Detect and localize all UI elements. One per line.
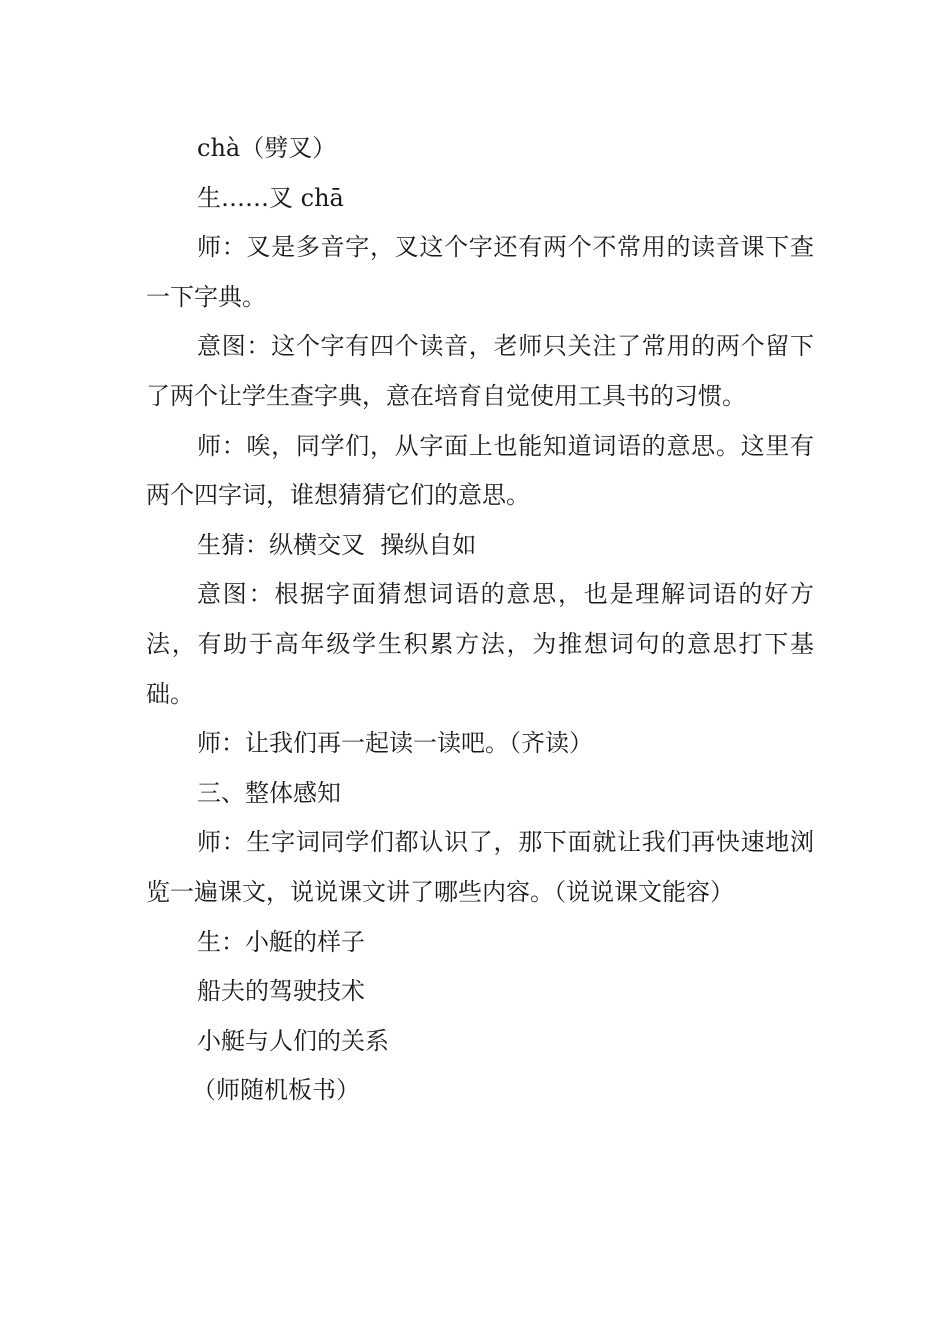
document-body xyxy=(146,124,814,1116)
paragraph-blackboard-note: （师随机板书） xyxy=(192,1076,360,1105)
paragraph-intent-guess: 意图：根据字面猜想词语的意思，也是理解词语的好方法，有助于高年级学生积累方法，为推想词句的意思打下基础。 xyxy=(146,580,814,708)
paragraph-student-cha1: 生……叉 chā xyxy=(197,183,344,212)
paragraph-student-guess: 生猜：纵横交叉 操纵自如 xyxy=(197,530,477,559)
section-heading-overview: 三、整体感知 xyxy=(197,778,341,807)
paragraph-teacher-read: 师：让我们再一起读一读吧。（齐读） xyxy=(197,729,593,758)
paragraph-intent-dictionary: 意图：这个字有四个读音，老师只关注了常用的两个留下了两个让学生查字典，意在培育自觉使用工具书的习惯。 xyxy=(146,332,814,410)
paragraph-teacher-guess: 师：唉，同学们，从字面上也能知道词语的意思。这里有两个四字词，谁想猜猜它们的意思。 xyxy=(146,431,814,510)
paragraph-pinyin-cha4: chà（劈叉） xyxy=(197,134,337,162)
paragraph-teacher-polyphone: 师：叉是多音字，叉这个字还有两个不常用的读音课下查一下字典。 xyxy=(146,233,814,311)
paragraph-student-boat-shape: 生：小艇的样子 xyxy=(197,927,365,956)
paragraph-teacher-browse: 师：生字词同学们都认识了，那下面就让我们再快速地浏览一遍课文，说说课文讲了哪些内容。（说说课文能容） xyxy=(146,828,814,906)
paragraph-boat-people: 小艇与人们的关系 xyxy=(197,1026,389,1055)
paragraph-boatman-skill: 船夫的驾驶技术 xyxy=(197,977,365,1006)
